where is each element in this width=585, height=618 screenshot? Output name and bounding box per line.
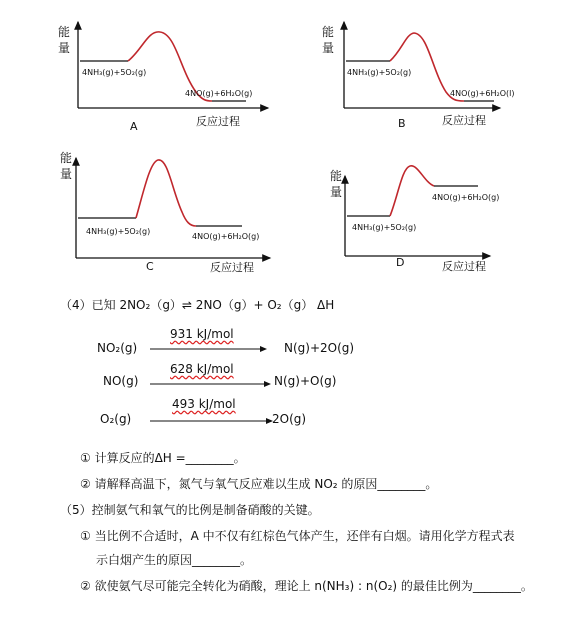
- diagram-b-products: 4NO(g)+6H₂O(l): [450, 89, 515, 98]
- diagram-d-y-label-2: 量: [330, 185, 343, 199]
- q4-stem: （4）已知 2NO₂（g）⇌ 2NO（g）+ O₂（g） ΔH: [60, 298, 335, 312]
- diagram-c-products: 4NO(g)+6H₂O(g): [192, 232, 260, 241]
- q5-sub2: ② 欲使氨气尽可能完全转化为硝酸，理论上 n(NH₃) : n(O₂) 的最佳比例为________。: [80, 579, 533, 593]
- q5-sub1-line1: ① 当比例不合适时，A 中不仅有红棕色气体产生，还伴有白烟。请用化学方程式表: [80, 529, 515, 543]
- reaction-2-right: N(g)+O(g): [274, 374, 337, 388]
- q4-sub2: ② 请解释高温下，氮气与氧气反应难以生成 NO₂ 的原因________。: [80, 477, 438, 491]
- diagram-a-letter: A: [130, 120, 138, 133]
- diagram-a-reactants: 4NH₃(g)+5O₂(g): [82, 68, 147, 77]
- diagram-d-y-label-1: 能: [330, 169, 343, 183]
- reaction-3-energy: 493 kJ/mol: [172, 397, 236, 411]
- diagram-b-x-label: 反应过程: [442, 114, 486, 127]
- diagram-c-letter: C: [146, 260, 154, 273]
- diagram-c-y-label-1: 能: [60, 151, 73, 165]
- q4-sub1: ① 计算反应的ΔH =________。: [80, 451, 246, 465]
- diagram-d: [330, 166, 499, 273]
- reaction-1-right: N(g)+2O(g): [284, 341, 355, 355]
- q5-stem: （5）控制氨气和氧气的比例是制备硝酸的关键。: [60, 503, 320, 517]
- diagram-a-y-label-1: 能: [58, 25, 71, 39]
- diagram-b-reactants: 4NH₃(g)+5O₂(g): [347, 68, 412, 77]
- diagram-d-products: 4NO(g)+6H₂O(g): [432, 193, 500, 202]
- diagram-a: [58, 22, 268, 133]
- reaction-2-energy: 628 kJ/mol: [170, 362, 234, 376]
- diagram-c: [60, 150, 270, 274]
- reaction-2-left: NO(g): [103, 374, 139, 388]
- diagram-a-products: 4NO(g)+6H₂O(g): [185, 89, 253, 98]
- diagram-b-y-label-2: 量: [322, 41, 335, 55]
- diagram-b: [322, 22, 514, 130]
- diagram-a-y-label-2: 量: [58, 41, 71, 55]
- diagram-c-x-label: 反应过程: [210, 261, 254, 274]
- reaction-1-left: NO₂(g): [97, 341, 138, 355]
- diagram-b-letter: B: [398, 117, 406, 130]
- reaction-1-energy: 931 kJ/mol: [170, 327, 234, 341]
- diagram-a-x-label: 反应过程: [196, 115, 240, 128]
- diagram-c-y-label-2: 量: [60, 167, 73, 181]
- energy-diagrams: [0, 0, 585, 300]
- diagram-b-y-label-1: 能: [322, 25, 335, 39]
- diagram-c-reactants: 4NH₃(g)+5O₂(g): [86, 227, 151, 236]
- diagram-d-reactants: 4NH₃(g)+5O₂(g): [352, 223, 417, 232]
- reaction-3-left: O₂(g): [100, 412, 132, 426]
- diagram-d-letter: D: [396, 256, 405, 269]
- q5-sub1-line2: 示白烟产生的原因________。: [96, 553, 253, 567]
- reaction-3-right: 2O(g): [272, 412, 307, 426]
- diagram-d-x-label: 反应过程: [442, 260, 486, 273]
